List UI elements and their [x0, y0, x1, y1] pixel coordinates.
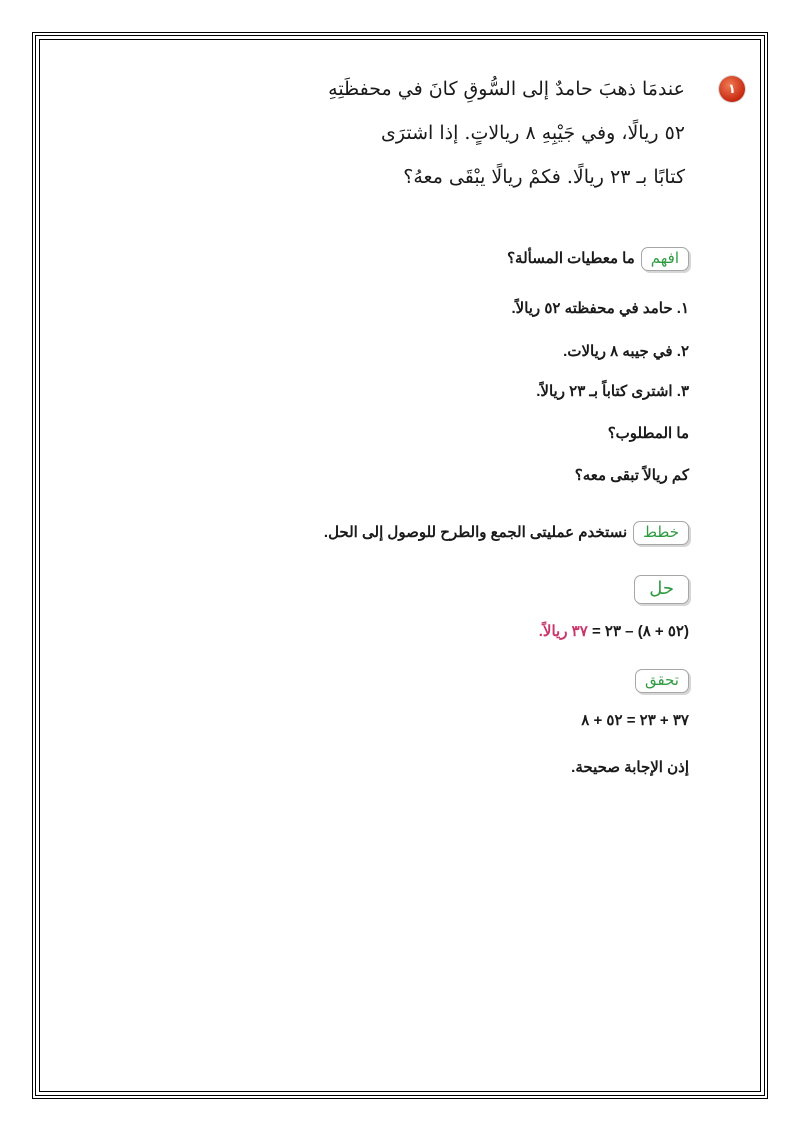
- given-item-3: ٣. اشترى كتاباً بـ ٢٣ ريالاً.: [536, 383, 689, 400]
- solve-tag: حل: [634, 575, 689, 604]
- problem-line-3: كتابًا بـ ٢٣ ريالًا. فكمْ ريالًا يبْقَى معهُ؟: [403, 166, 685, 188]
- solve-equation: (٥٢ + ٨) – ٢٣ =: [587, 623, 689, 640]
- solve-answer: ٣٧ ريالاً.: [538, 623, 588, 640]
- check-conclusion: إذن الإجابة صحيحة.: [571, 759, 689, 776]
- problem-number-badge: ١: [719, 76, 745, 102]
- check-row: [629, 669, 689, 693]
- given-item-1: ١. حامد في محفظته ٥٢ ريالاً.: [511, 300, 689, 317]
- plan-text: نستخدم عمليتى الجمع والطرح للوصول إلى الحل.: [323, 523, 628, 541]
- required-text: كم ريالاً تبقى معه؟: [574, 467, 689, 484]
- plan-tag: خطط: [633, 521, 689, 545]
- given-item-2: ٢. في جيبه ٨ ريالات.: [563, 343, 689, 360]
- page-border: [32, 32, 768, 1099]
- check-equation: ٣٧ + ٢٣ = ٥٢ + ٨: [581, 712, 689, 729]
- understand-question: ما معطيات المسألة؟: [507, 249, 635, 267]
- solve-equation-row: [539, 622, 689, 640]
- check-tag: تحقق: [635, 669, 689, 693]
- required-label: ما المطلوب؟: [607, 425, 689, 442]
- problem-line-2: ٥٢ ريالًا، وفي جَيْبِهِ ٨ ريالاتٍ. إذا اشترَى: [381, 122, 685, 144]
- plan-row: [324, 521, 689, 545]
- solve-row: [628, 575, 689, 604]
- problem-line-1: عندمَا ذهبَ حامدٌ إلى السُّوقِ كانَ في محفظَتِهِ: [328, 78, 685, 100]
- understand-tag: افهم: [641, 247, 689, 271]
- understand-row: [507, 247, 689, 271]
